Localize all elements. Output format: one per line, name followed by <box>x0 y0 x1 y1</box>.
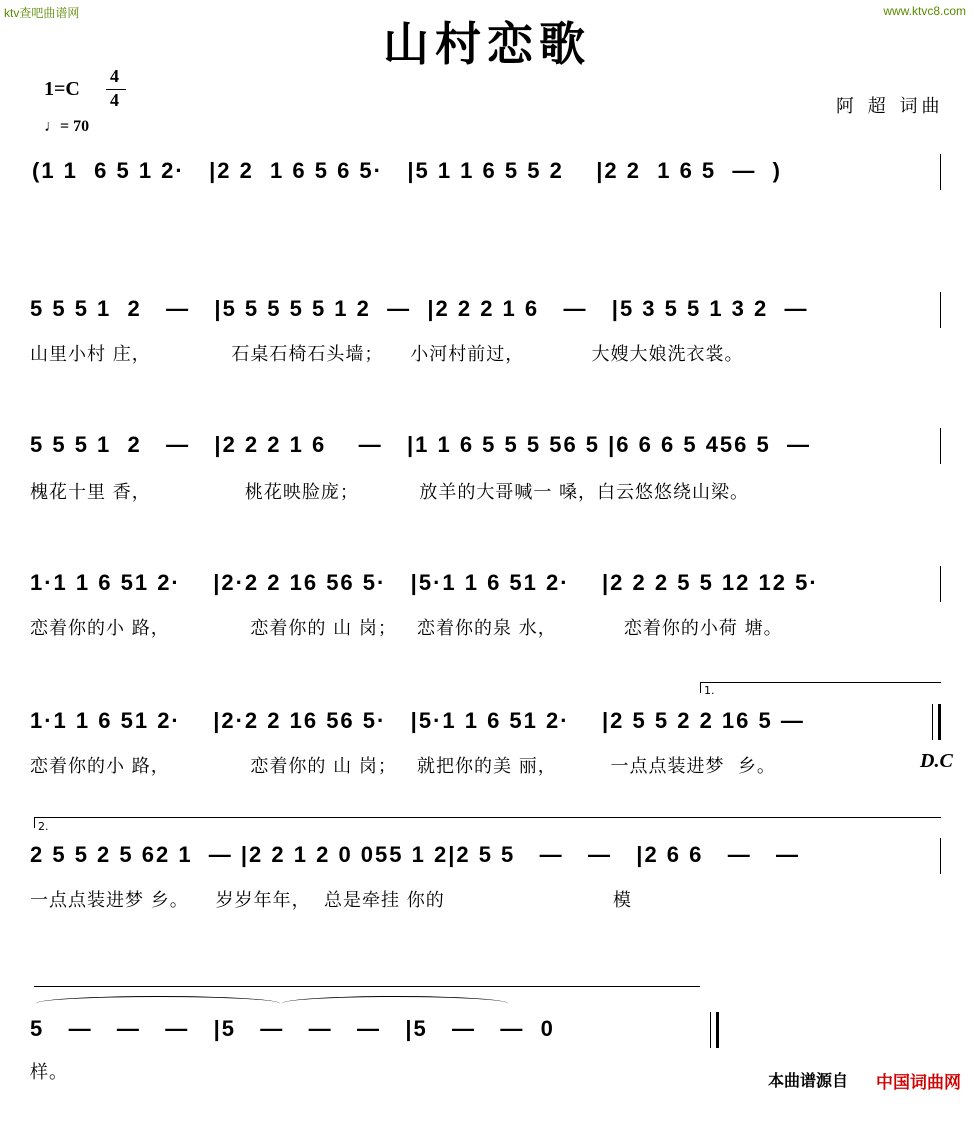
author: 阿 超 词曲 <box>836 96 944 117</box>
lyrics: 恋着你的小 路， 恋着你的 山 岗； 恋着你的泉 水， 恋着你的小荷 塘。 <box>30 618 783 639</box>
notation: 2 5 5 2 5 62 1 — |2 2 1 2 0 055 1 2|2 5 5 — — |2 6 6 — — <box>30 842 801 867</box>
score-row-4 <box>0 570 974 700</box>
tie-bracket-line <box>34 986 700 987</box>
source-label: 本曲谱源自 <box>768 1071 849 1090</box>
barline <box>940 428 941 464</box>
lyrics: 山里小村 庄， 石桌石椅石头墙； 小河村前过， 大嫂大娘洗衣裳。 <box>30 344 744 365</box>
score-row-1 <box>0 158 974 288</box>
notation: 5 5 5 1 2 — |5 5 5 5 5 1 2 — |2 2 2 1 6 — |5 3 5 5 1 3 2 — <box>30 296 809 321</box>
watermark-left: ktv查吧曲谱网 <box>4 6 80 20</box>
time-signature-numerator: 4 <box>110 66 119 86</box>
lyrics: 槐花十里 香， 桃花映脸庞； 放羊的大哥喊一 嗓，白云悠悠绕山梁。 <box>30 482 750 503</box>
song-title: 山村恋歌 <box>383 17 591 71</box>
barline <box>940 292 941 328</box>
notation: 1·1 1 6 51 2· |2·2 2 16 56 5· |5·1 1 6 51 2· |2 5 5 2 2 16 5 — <box>30 708 805 733</box>
volta-1-label: 1. <box>704 684 715 697</box>
notation: 5 — — — |5 — — — |5 — — 0 <box>30 1016 555 1041</box>
tie <box>36 996 280 1011</box>
barline <box>940 154 941 190</box>
score-row-2 <box>0 296 974 426</box>
volta-1-bracket <box>700 682 941 693</box>
barline <box>940 566 941 602</box>
final-barline <box>710 1012 719 1048</box>
notation: (1 1 6 5 1 2· |2 2 1 6 5 6 5· |5 1 1 6 5 5 2 |2 2 1 6 5 — ) <box>32 158 782 183</box>
lyrics: 样。 <box>30 1062 68 1083</box>
score-row-6 <box>0 842 974 972</box>
barline <box>940 838 941 874</box>
final-barline <box>932 704 941 740</box>
time-signature-denominator: 4 <box>110 90 119 110</box>
notation: 1·1 1 6 51 2· |2·2 2 16 56 5· |5·1 1 6 51 2· |2 2 2 5 5 12 12 5· <box>30 570 819 595</box>
tempo-marking: ♩= 70 <box>44 118 90 135</box>
tie <box>282 996 508 1011</box>
lyrics: 一点点装进梦 乡。 岁岁年年， 总是牵挂 你的 模 <box>30 890 632 911</box>
watermark-right: www.ktvc8.com <box>883 4 966 18</box>
volta-2-bracket <box>34 817 941 828</box>
lyrics: 恋着你的小 路， 恋着你的 山 岗； 就把你的美 丽， 一点点装进梦 乡。 <box>30 756 776 777</box>
da-capo-marking: D.C <box>920 750 953 772</box>
score-row-3 <box>0 432 974 562</box>
volta-2-label: 2. <box>38 820 49 833</box>
key-signature: 1=C <box>44 78 80 100</box>
source-site: 中国词曲网 <box>876 1073 961 1093</box>
notation: 5 5 5 1 2 — |2 2 2 1 6 — |1 1 6 5 5 5 56 5 |6 6 6 5 456 5 — <box>30 432 811 457</box>
